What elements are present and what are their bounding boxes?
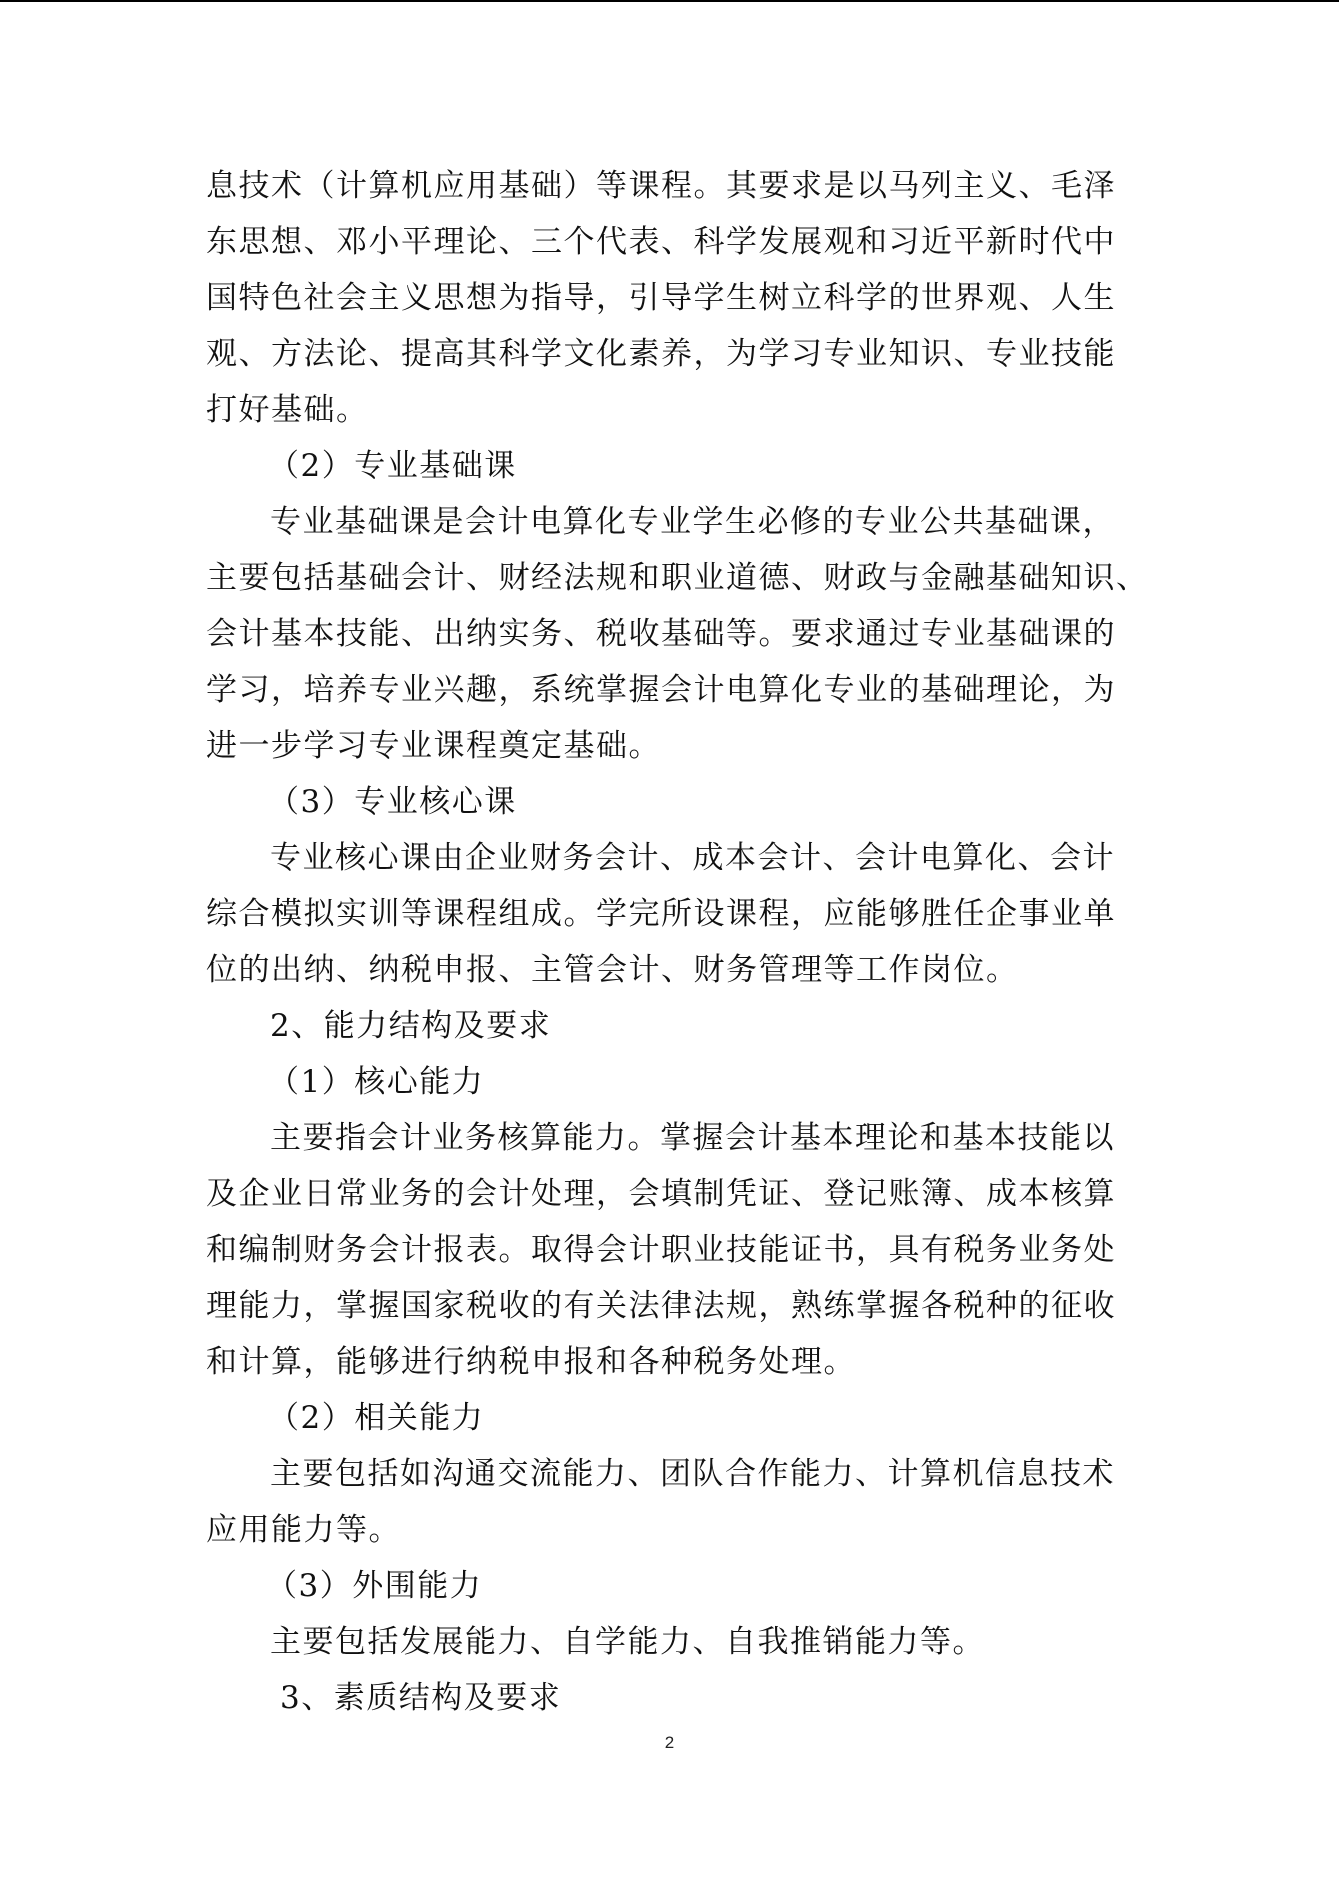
paragraph-line: 打好基础。 [206, 392, 369, 428]
paragraph-line: 和计算，能够进行纳税申报和各种税务处理。 [206, 1344, 856, 1380]
paragraph-line: 国特色社会主义思想为指导，引导学生树立科学的世界观、人生 [206, 280, 1116, 316]
subheading-professional-basic-courses: （2）专业基础课 [268, 448, 517, 484]
paragraph-line: 东思想、邓小平理论、三个代表、科学发展观和习近平新时代中 [206, 224, 1116, 260]
page-number: 2 [664, 1733, 675, 1752]
paragraph-line: 位的出纳、纳税申报、主管会计、财务管理等工作岗位。 [206, 952, 1019, 988]
paragraph-line: 主要包括基础会计、财经法规和职业道德、财政与金融基础知识、 [206, 560, 1149, 596]
section-heading-ability-structure: 2、能力结构及要求 [270, 1008, 552, 1044]
paragraph-line: 专业核心课由企业财务会计、成本会计、会计电算化、会计 [270, 840, 1115, 876]
paragraph-line: 学习，培养专业兴趣，系统掌握会计电算化专业的基础理论，为 [206, 672, 1116, 708]
subheading-peripheral-ability: （3）外围能力 [266, 1568, 483, 1604]
subheading-related-ability: （2）相关能力 [268, 1400, 485, 1436]
paragraph-line: 观、方法论、提高其科学文化素养，为学习专业知识、专业技能 [206, 336, 1116, 372]
subheading-professional-core-courses: （3）专业核心课 [268, 784, 517, 820]
subheading-core-ability: （1）核心能力 [268, 1064, 485, 1100]
paragraph-line: 及企业日常业务的会计处理，会填制凭证、登记账簿、成本核算 [206, 1176, 1116, 1212]
paragraph-line: 专业基础课是会计电算化专业学生必修的专业公共基础课， [270, 504, 1115, 540]
body-text [206, 158, 1149, 1726]
paragraph-line: 主要指会计业务核算能力。掌握会计基本理论和基本技能以 [270, 1120, 1115, 1156]
paragraph-line: 会计基本技能、出纳实务、税收基础等。要求通过专业基础课的 [206, 616, 1116, 652]
paragraph-line: 综合模拟实训等课程组成。学完所设课程，应能够胜任企事业单 [206, 896, 1116, 932]
paragraph-line: 进一步学习专业课程奠定基础。 [206, 728, 661, 764]
paragraph-line: 理能力，掌握国家税收的有关法律法规，熟练掌握各税种的征收 [206, 1288, 1116, 1324]
paragraph-line: 应用能力等。 [206, 1512, 401, 1548]
section-heading-quality-structure: 3、素质结构及要求 [280, 1680, 562, 1716]
paragraph-line: 主要包括发展能力、自学能力、自我推销能力等。 [270, 1624, 985, 1660]
paragraph-line: 息技术（计算机应用基础）等课程。其要求是以马列主义、毛泽 [206, 168, 1116, 204]
paragraph-line: 和编制财务会计报表。取得会计职业技能证书，具有税务业务处 [206, 1232, 1116, 1268]
paragraph-line: 主要包括如沟通交流能力、团队合作能力、计算机信息技术 [270, 1456, 1115, 1492]
